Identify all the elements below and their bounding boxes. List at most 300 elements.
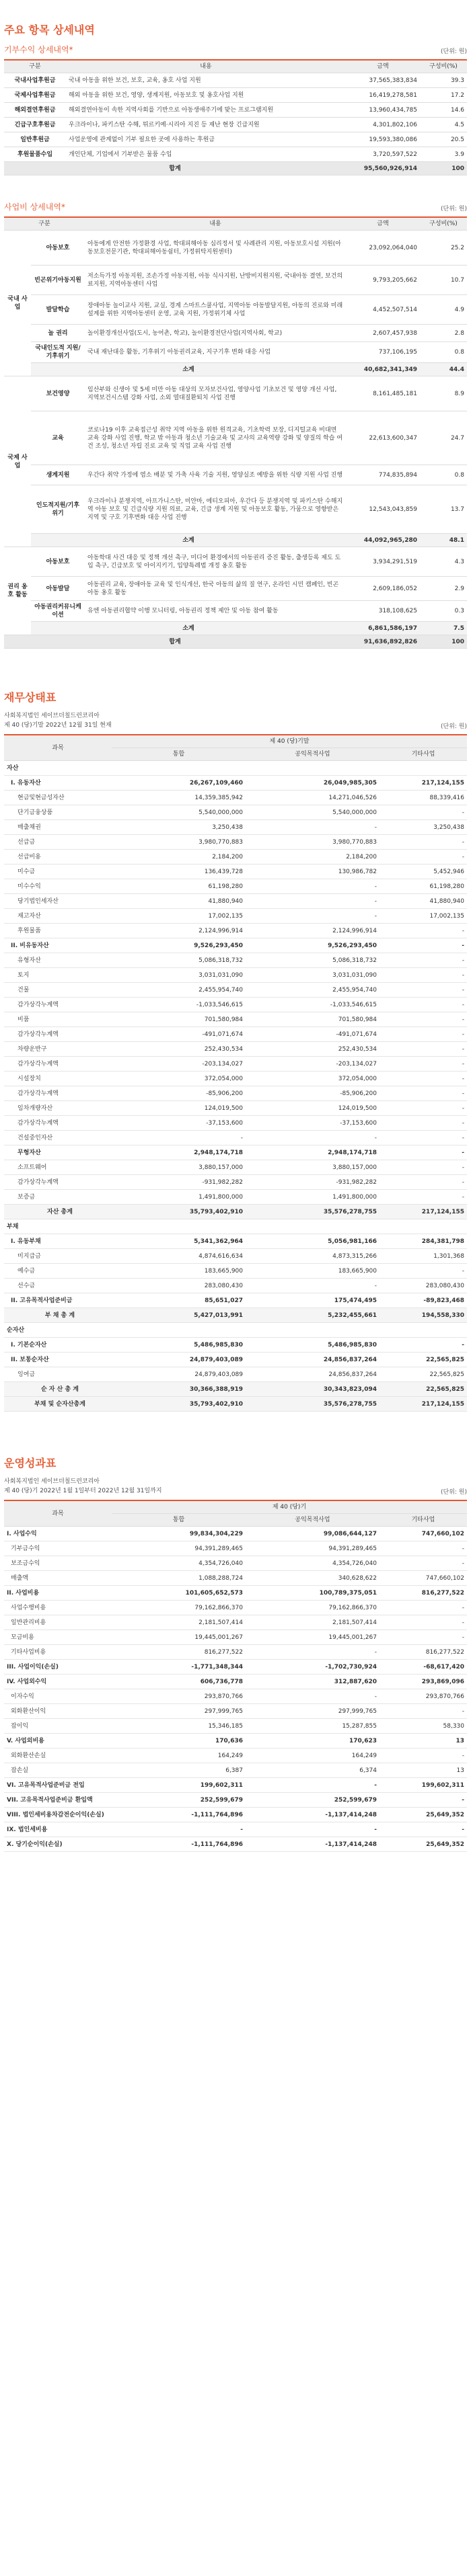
total-amount: 95,560,926,914 <box>346 162 420 175</box>
row-value: -491,071,674 <box>112 1027 246 1042</box>
table-row <box>4 1541 467 1556</box>
row-value: -85,906,200 <box>112 1086 246 1101</box>
row-value: 5,540,000,000 <box>246 805 379 820</box>
row-item-name: 예수금 <box>4 1264 112 1279</box>
row-item-name: 잡손실 <box>4 1763 112 1778</box>
row-value: 217,124,155 <box>379 1205 467 1219</box>
row-value: 41,880,940 <box>112 894 246 909</box>
row-amount: 737,106,195 <box>346 342 420 363</box>
row-item-name: 사업수행비용 <box>4 1601 112 1615</box>
row-value: 164,249 <box>246 1748 379 1763</box>
row-percent: 0.8 <box>420 465 467 485</box>
income-head-1 <box>4 1500 467 1514</box>
row-item-name: 현금및현금성자산 <box>4 791 112 805</box>
row-item-name: I. 기본순자산 <box>4 1338 112 1353</box>
row-value: 5,427,013,991 <box>112 1308 246 1323</box>
row-value: 35,576,278,755 <box>246 1397 379 1412</box>
col-header: 내용 <box>66 60 346 73</box>
row-description: 저소득가정 아동지원, 조손가정 아동지원, 아동 식사지원, 난방비지원지원, 국내아동 결연, 보건의료지원, 지역아동센터 사업 <box>85 266 346 295</box>
table-row <box>4 1556 467 1571</box>
row-percent: 3.9 <box>420 147 467 162</box>
business-table-head <box>4 217 467 231</box>
table-row <box>4 998 467 1012</box>
row-value: 297,999,765 <box>112 1704 246 1719</box>
col-header: 내용 <box>85 217 346 231</box>
table-row <box>4 325 467 342</box>
subtotal-amount: 6,861,586,197 <box>346 622 420 635</box>
total-row <box>4 635 467 649</box>
row-value: 19,445,001,267 <box>246 1630 379 1645</box>
table-row <box>4 1160 467 1175</box>
row-value: - <box>379 1704 467 1719</box>
row-item-name: VIII. 법인세비용차감전순이익(손실) <box>4 1808 112 1822</box>
row-value: 24,879,403,089 <box>112 1353 246 1367</box>
row-category: 아동권리커뮤니케이션 <box>31 601 85 622</box>
table-row <box>4 1308 467 1323</box>
table-row <box>4 1116 467 1131</box>
row-item-name: 자산 총계 <box>4 1205 112 1219</box>
balance-info-row <box>4 711 467 730</box>
row-value: 30,366,388,919 <box>112 1382 246 1397</box>
row-percent: 24.7 <box>420 411 467 465</box>
row-value: -85,906,200 <box>246 1086 379 1101</box>
row-amount: 13,960,434,785 <box>346 103 420 118</box>
row-value: - <box>379 1338 467 1353</box>
row-item-name: II. 보통순자산 <box>4 1353 112 1367</box>
col-header-group: 제 40 (당)기말 <box>112 735 467 748</box>
table-row <box>4 1601 467 1615</box>
row-amount: 8,161,485,181 <box>346 376 420 411</box>
table-row <box>4 791 467 805</box>
row-value: 85,651,027 <box>112 1293 246 1308</box>
row-value: 312,887,620 <box>246 1675 379 1689</box>
row-category: 국내사업후원금 <box>4 73 66 88</box>
row-value <box>246 761 379 776</box>
table-row <box>4 1571 467 1586</box>
income-title: 운영성과표 <box>4 1457 57 1470</box>
row-item-name: 후원물품 <box>4 924 112 938</box>
row-value: - <box>379 998 467 1012</box>
row-percent: 0.3 <box>420 601 467 622</box>
row-percent: 4.5 <box>420 118 467 132</box>
total-percent: 100 <box>420 162 467 175</box>
row-item-name: V. 사업외비용 <box>4 1734 112 1748</box>
row-item-name: 선급비용 <box>4 850 112 864</box>
row-category: 국내인도적 지원/기후위기 <box>31 342 85 363</box>
total-amount: 91,636,892,826 <box>346 635 420 649</box>
row-value: 1,491,800,000 <box>246 1190 379 1205</box>
total-label: 합계 <box>4 162 346 175</box>
row-percent: 2.8 <box>420 325 467 342</box>
col-header-item: 과목 <box>4 1500 112 1527</box>
row-value: - <box>379 1793 467 1808</box>
col-header: 구성비(%) <box>420 217 467 231</box>
row-item-name: 외화환산손실 <box>4 1748 112 1763</box>
row-value: 194,558,330 <box>379 1308 467 1323</box>
table-row <box>4 924 467 938</box>
row-category: 후원물품수입 <box>4 147 66 162</box>
row-amount: 774,835,894 <box>346 465 420 485</box>
row-value: 3,980,770,883 <box>112 835 246 850</box>
row-item-name: 건물 <box>4 983 112 998</box>
row-item-name: 단기금융상품 <box>4 805 112 820</box>
row-description: 아동권리 교육, 장애아동 교육 및 인식개선, 한국 아동의 삶의 질 연구, 온라인 시민 캠페인, 빈곤 아동 옹호 활동 <box>85 577 346 601</box>
row-amount: 318,108,625 <box>346 601 420 622</box>
table-row <box>4 1704 467 1719</box>
row-value: 15,287,855 <box>246 1719 379 1734</box>
subtotal-label: 소계 <box>31 622 346 635</box>
row-value: 5,056,981,166 <box>246 1234 379 1249</box>
table-row <box>4 1086 467 1101</box>
row-value: 35,793,402,910 <box>112 1397 246 1412</box>
row-value: 4,873,315,266 <box>246 1249 379 1264</box>
row-description: 우간다 취약 가정에 염소 배분 및 가축 사육 기술 지원, 영양실조 예방을 위한 식량 지원 사업 진행 <box>85 465 346 485</box>
row-description: 코로나19 이후 교육접근성 취약 지역 아동을 위한 원격교육, 기초학력 보장, 디지털교육 비대면 교육 강화 사업 진행, 학교 밖 아동과 청소년 기술교육 및 교사의 교육역량 강화 및 양질의 학습 여건 조성, 청소년 자립 진로 교육 및 직업 교육 사업 진행 <box>85 411 346 465</box>
row-value: - <box>246 820 379 835</box>
table-row <box>4 983 467 998</box>
row-value: -491,071,674 <box>246 1027 379 1042</box>
row-value: 2,181,507,414 <box>246 1615 379 1630</box>
row-value: 13 <box>379 1763 467 1778</box>
row-value: -1,033,546,615 <box>246 998 379 1012</box>
row-value: 5,086,318,732 <box>112 953 246 968</box>
row-value: 24,879,403,089 <box>112 1367 246 1382</box>
table-row <box>4 1527 467 1541</box>
row-item-name: 부 채 총 계 <box>4 1308 112 1323</box>
row-value <box>379 1219 467 1234</box>
row-percent: 39.3 <box>420 73 467 88</box>
subtotal-label: 소계 <box>31 534 346 547</box>
table-row <box>4 103 467 118</box>
row-value: 24,856,837,264 <box>246 1367 379 1382</box>
row-value: -1,137,414,248 <box>246 1837 379 1852</box>
row-value: 5,232,455,661 <box>246 1308 379 1323</box>
row-value: 26,049,985,305 <box>246 776 379 791</box>
row-value: 61,198,280 <box>379 879 467 894</box>
row-item-name: I. 유동부채 <box>4 1234 112 1249</box>
row-value: -1,702,730,924 <box>246 1660 379 1675</box>
table-row <box>4 1837 467 1852</box>
row-value: 26,267,109,460 <box>112 776 246 791</box>
table-row <box>4 1397 467 1412</box>
col-header: 공익목적사업 <box>246 748 379 761</box>
row-category: 발달학습 <box>31 295 85 325</box>
group-label: 국내 사업 <box>4 231 31 376</box>
row-value: - <box>379 983 467 998</box>
row-value: 3,031,031,090 <box>246 968 379 983</box>
row-value: 372,054,000 <box>112 1072 246 1086</box>
row-value: - <box>379 1027 467 1042</box>
row-value: - <box>379 968 467 983</box>
row-item-name: 시설장치 <box>4 1072 112 1086</box>
row-value: 22,565,825 <box>379 1367 467 1382</box>
row-item-name: I. 유동자산 <box>4 776 112 791</box>
row-value: 99,834,304,229 <box>112 1527 246 1541</box>
table-row <box>4 1615 467 1630</box>
row-item-name: 자산 <box>4 761 112 776</box>
row-value: 816,277,522 <box>379 1645 467 1660</box>
balance-table <box>4 734 467 1412</box>
row-value: 199,602,311 <box>379 1778 467 1793</box>
row-value: 283,080,430 <box>379 1279 467 1293</box>
row-percent: 2.9 <box>420 577 467 601</box>
row-value: - <box>379 1615 467 1630</box>
balance-unit: (단위: 원) <box>441 723 467 730</box>
table-row <box>4 1101 467 1116</box>
row-value: 2,181,507,414 <box>112 1615 246 1630</box>
table-row <box>4 1382 467 1397</box>
table-row <box>4 342 467 363</box>
row-value <box>246 1323 379 1338</box>
row-value: 124,019,500 <box>112 1101 246 1116</box>
row-value: 816,277,522 <box>112 1645 246 1660</box>
row-value: 5,452,946 <box>379 864 467 879</box>
table-row <box>4 118 467 132</box>
row-value: 2,455,954,740 <box>112 983 246 998</box>
row-value: 6,374 <box>246 1763 379 1778</box>
row-value: - <box>246 1131 379 1145</box>
table-row <box>4 1822 467 1837</box>
row-item-name: 감가상각누계액 <box>4 1086 112 1101</box>
income-table-body <box>4 1527 467 1852</box>
row-value: - <box>379 953 467 968</box>
col-header: 기타사업 <box>379 1514 467 1527</box>
row-value: - <box>246 1778 379 1793</box>
row-value: 217,124,155 <box>379 776 467 791</box>
row-category: 국제사업후원금 <box>4 88 66 103</box>
row-value: 3,980,770,883 <box>246 835 379 850</box>
balance-org: 사회복지법인 세이브더칠드런코리아 <box>4 713 100 719</box>
row-description: 아동에게 안전한 가정환경 사업, 학대피해아동 심리정서 및 사례관리 지원, 아동보호시설 지원(아동보호전문기관, 학대피해아동쉼터, 가정위탁지원센터) <box>85 231 346 266</box>
subtotal-amount: 44,092,965,280 <box>346 534 420 547</box>
row-percent: 8.9 <box>420 376 467 411</box>
donation-table-head <box>4 60 467 73</box>
row-category: 인도적지원/기후위기 <box>31 485 85 534</box>
row-item-name: 재고자산 <box>4 909 112 924</box>
row-value: 2,124,996,914 <box>112 924 246 938</box>
row-value: -203,134,027 <box>246 1057 379 1072</box>
row-value: 3,250,438 <box>379 820 467 835</box>
income-org: 사회복지법인 세이브더칠드런코리아 <box>4 1478 100 1485</box>
table-row <box>4 1630 467 1645</box>
row-value: 2,184,200 <box>112 850 246 864</box>
table-row <box>4 1175 467 1190</box>
table-row <box>4 1323 467 1338</box>
table-row <box>4 1734 467 1748</box>
table-row <box>4 1072 467 1086</box>
row-category: 교육 <box>31 411 85 465</box>
row-category: 아동발달 <box>31 577 85 601</box>
table-row <box>4 1778 467 1793</box>
row-value: 19,445,001,267 <box>112 1630 246 1645</box>
row-description: 해외결연아동이 속한 지역사회를 기반으로 아동생애주기에 맞는 프로그램지원 <box>66 103 346 118</box>
row-category: 빈곤위기아동지원 <box>31 266 85 295</box>
balance-head-1 <box>4 735 467 748</box>
row-item-name: 유형자산 <box>4 953 112 968</box>
row-value: 15,346,185 <box>112 1719 246 1734</box>
row-item-name: I. 사업수익 <box>4 1527 112 1541</box>
row-value: 183,665,900 <box>246 1264 379 1279</box>
row-value: 5,341,362,964 <box>112 1234 246 1249</box>
row-category: 일반후원금 <box>4 132 66 147</box>
table-row <box>4 776 467 791</box>
row-amount: 2,607,457,938 <box>346 325 420 342</box>
row-value: 2,948,174,718 <box>112 1145 246 1160</box>
table-row <box>4 295 467 325</box>
row-value: 3,031,031,090 <box>112 968 246 983</box>
table-row <box>4 879 467 894</box>
row-value: - <box>379 1190 467 1205</box>
row-value: 199,602,311 <box>112 1778 246 1793</box>
table-row <box>4 1249 467 1264</box>
total-percent: 100 <box>420 635 467 649</box>
table-row <box>4 1645 467 1660</box>
row-value: 4,354,726,040 <box>112 1556 246 1571</box>
table-row <box>4 1012 467 1027</box>
table-row <box>4 1027 467 1042</box>
row-description: 국내 아동을 위한 보건, 보호, 교육, 옹호 사업 지원 <box>66 73 346 88</box>
row-value: 5,086,318,732 <box>246 953 379 968</box>
donation-table-body <box>4 73 467 175</box>
table-row <box>4 147 467 162</box>
row-value: 297,999,765 <box>246 1704 379 1719</box>
total-label: 합계 <box>4 635 346 649</box>
table-row <box>4 1586 467 1601</box>
row-value: - <box>246 1689 379 1704</box>
row-amount: 4,452,507,514 <box>346 295 420 325</box>
balance-title: 재무상태표 <box>4 691 57 704</box>
row-value: - <box>379 1057 467 1072</box>
row-value: - <box>379 835 467 850</box>
row-value: 35,793,402,910 <box>112 1205 246 1219</box>
table-row <box>4 1808 467 1822</box>
row-description: 임산부와 신생아 및 5세 미만 아동 대상의 모자보건사업, 영양사업 기초보건 및 영양 개선 사업, 지역보건시스템 강화 사업, 소외 열대질환퇴치 사업 진행 <box>85 376 346 411</box>
row-amount: 3,934,291,519 <box>346 547 420 577</box>
income-info-row <box>4 1477 467 1496</box>
row-value: 170,636 <box>112 1734 246 1748</box>
row-item-name: 보조금수익 <box>4 1556 112 1571</box>
row-percent: 20.5 <box>420 132 467 147</box>
row-value: 35,576,278,755 <box>246 1205 379 1219</box>
table-row <box>4 1264 467 1279</box>
row-value: 94,391,289,465 <box>246 1541 379 1556</box>
row-percent: 4.3 <box>420 547 467 577</box>
business-unit: (단위: 원) <box>441 206 467 212</box>
col-header: 공익목적사업 <box>246 1514 379 1527</box>
row-value: 701,580,984 <box>246 1012 379 1027</box>
row-description: 아동학대 사건 대응 및 정책 개선 촉구, 미디어 환경에서의 아동권리 증진 활동, 출생등록 제도 도입 촉구, 긴급보호 및 아이지키기, 입양특례법 개정 옹호 활동 <box>85 547 346 577</box>
business-table <box>4 216 467 649</box>
row-value: 79,162,866,370 <box>246 1601 379 1615</box>
subtotal-row <box>4 622 467 635</box>
row-percent: 17.2 <box>420 88 467 103</box>
row-item-name: 매출채권 <box>4 820 112 835</box>
row-value: 252,599,679 <box>246 1793 379 1808</box>
row-item-name: 순 자 산 총 계 <box>4 1382 112 1397</box>
row-value: 5,540,000,000 <box>112 805 246 820</box>
table-row <box>4 1131 467 1145</box>
row-value: 293,870,766 <box>112 1689 246 1704</box>
row-value: 252,430,534 <box>246 1042 379 1057</box>
row-item-name: 모금비용 <box>4 1630 112 1645</box>
table-row <box>4 376 467 411</box>
row-value: 24,856,837,264 <box>246 1353 379 1367</box>
row-amount: 37,565,383,834 <box>346 73 420 88</box>
table-row <box>4 1145 467 1160</box>
row-value: -1,111,764,896 <box>112 1837 246 1852</box>
total-row <box>4 162 467 175</box>
col-header: 기타사업 <box>379 748 467 761</box>
row-item-name: 매출액 <box>4 1571 112 1586</box>
row-value: - <box>379 1264 467 1279</box>
table-row <box>4 1660 467 1675</box>
row-percent: 10.7 <box>420 266 467 295</box>
table-row <box>4 1219 467 1234</box>
row-value: 22,565,825 <box>379 1353 467 1367</box>
table-row <box>4 547 467 577</box>
row-amount: 3,720,597,522 <box>346 147 420 162</box>
row-item-name: 잡이익 <box>4 1719 112 1734</box>
table-row <box>4 968 467 983</box>
row-value: 747,660,102 <box>379 1571 467 1586</box>
row-category: 보건영양 <box>31 376 85 411</box>
row-value: 175,474,495 <box>246 1293 379 1308</box>
row-value: 61,198,280 <box>112 879 246 894</box>
row-item-name: 부채 <box>4 1219 112 1234</box>
row-value: 25,649,352 <box>379 1837 467 1852</box>
row-item-name: X. 당기순이익(손실) <box>4 1837 112 1852</box>
row-category: 생계지원 <box>31 465 85 485</box>
row-value: - <box>379 1541 467 1556</box>
row-category: 긴급구호후원금 <box>4 118 66 132</box>
row-value: 3,880,157,000 <box>246 1160 379 1175</box>
row-value: -203,134,027 <box>112 1057 246 1072</box>
row-item-name: 감가상각누계액 <box>4 1175 112 1190</box>
table-row <box>4 485 467 534</box>
row-value: 5,486,985,830 <box>112 1338 246 1353</box>
row-item-name: 외화환산이익 <box>4 1704 112 1719</box>
row-value: - <box>379 1101 467 1116</box>
row-value: 94,391,289,465 <box>112 1541 246 1556</box>
row-category: 아동보호 <box>31 231 85 266</box>
row-value: - <box>379 1072 467 1086</box>
row-value: 293,869,096 <box>379 1675 467 1689</box>
row-category: 아동보호 <box>31 547 85 577</box>
row-amount: 23,092,064,040 <box>346 231 420 266</box>
row-value <box>246 1219 379 1234</box>
row-value: 4,354,726,040 <box>246 1556 379 1571</box>
subtotal-row <box>4 363 467 376</box>
row-amount: 9,793,205,662 <box>346 266 420 295</box>
table-row <box>4 231 467 266</box>
row-value <box>112 761 246 776</box>
row-value: - <box>379 938 467 953</box>
row-percent: 13.7 <box>420 485 467 534</box>
row-value: -1,033,546,615 <box>112 998 246 1012</box>
row-item-name: 기타사업비용 <box>4 1645 112 1660</box>
business-table-body <box>4 231 467 649</box>
row-value: - <box>379 1042 467 1057</box>
table-row <box>4 1689 467 1704</box>
row-item-name: III. 사업이익(손실) <box>4 1660 112 1675</box>
col-header-item: 과목 <box>4 735 112 761</box>
row-value: - <box>379 805 467 820</box>
row-item-name: 잉여금 <box>4 1367 112 1382</box>
table-row <box>4 1719 467 1734</box>
row-value: - <box>379 1160 467 1175</box>
col-header: 통합 <box>112 1514 246 1527</box>
row-value: 58,330 <box>379 1719 467 1734</box>
